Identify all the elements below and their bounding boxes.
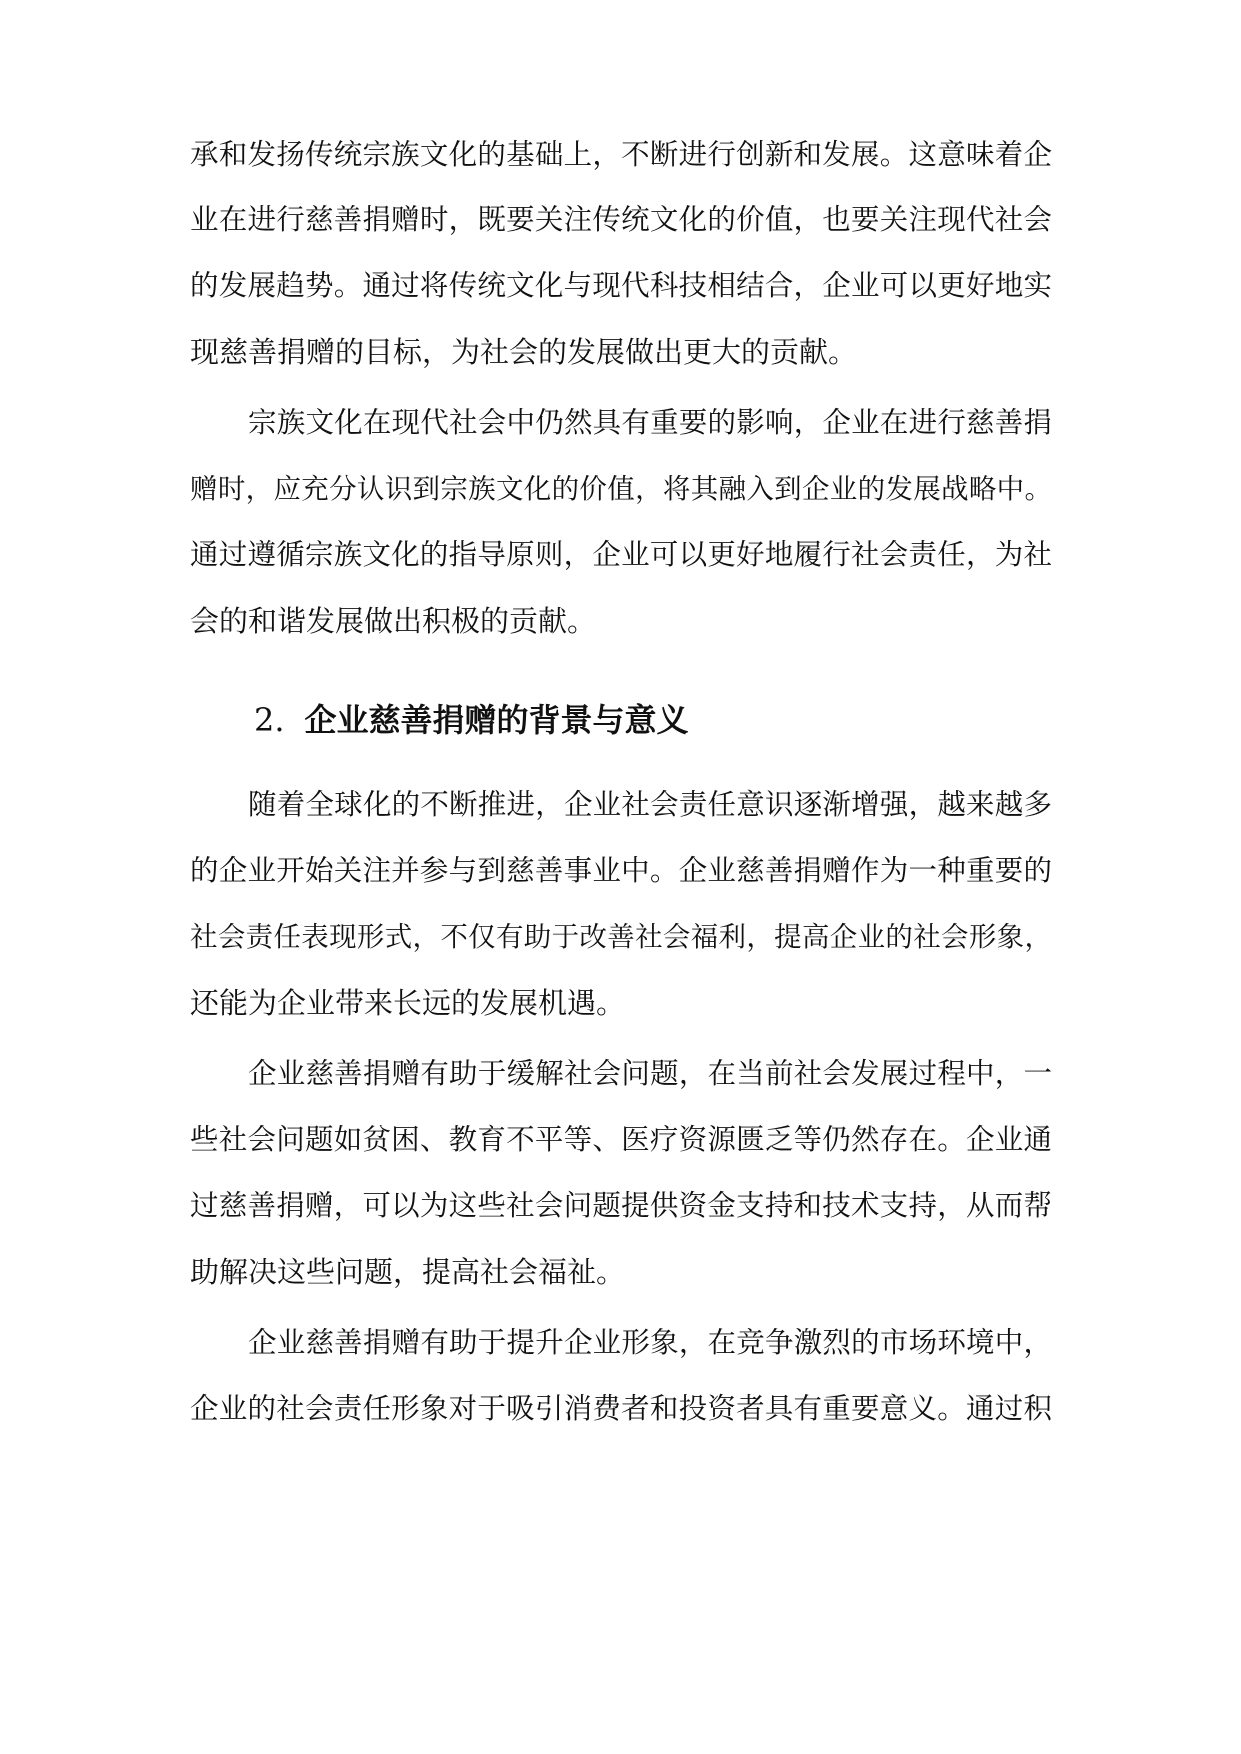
paragraph-2-line-3: 通过遵循宗族文化的指导原则，企业可以更好地履行社会责任，为社 [190, 538, 1052, 571]
paragraph-4-line-1: 企业慈善捐赠有助于缓解社会问题，在当前社会发展过程中，一 [248, 1057, 1052, 1090]
paragraph-4-line-2: 些社会问题如贫困、教育不平等、医疗资源匮乏等仍然存在。企业通 [190, 1123, 1052, 1156]
paragraph-1-line-1: 承和发扬传统宗族文化的基础上，不断进行创新和发展。这意味着企 [190, 138, 1052, 171]
paragraph-4-line-3: 过慈善捐赠，可以为这些社会问题提供资金支持和技术支持，从而帮 [190, 1189, 1052, 1222]
section-heading-title: 企业慈善捐赠的背景与意义 [304, 701, 689, 739]
paragraph-2-line-2: 赠时，应充分认识到宗族文化的价值，将其融入到企业的发展战略中。 [190, 473, 1052, 505]
section-heading [254, 698, 689, 742]
paragraph-2-line-1: 宗族文化在现代社会中仍然具有重要的影响，企业在进行慈善捐 [248, 406, 1052, 439]
paragraph-3-line-2: 的企业开始关注并参与到慈善事业中。企业慈善捐赠作为一种重要的 [190, 854, 1052, 887]
paragraph-3-line-4: 还能为企业带来长远的发展机遇。 [190, 986, 626, 1020]
paragraph-3-line-3: 社会责任表现形式，不仅有助于改善社会福利，提高企业的社会形象， [190, 921, 1052, 953]
paragraph-1-line-2: 业在进行慈善捐赠时，既要关注传统文化的价值，也要关注现代社会 [190, 203, 1052, 236]
paragraph-4-line-4: 助解决这些问题，提高社会福祉。 [190, 1255, 626, 1289]
paragraph-5-line-1: 企业慈善捐赠有助于提升企业形象，在竞争激烈的市场环境中， [248, 1326, 1052, 1359]
section-heading-number: 2. [254, 701, 285, 739]
paragraph-5-line-2: 企业的社会责任形象对于吸引消费者和投资者具有重要意义。通过积 [190, 1392, 1052, 1425]
paragraph-2-line-4: 会的和谐发展做出积极的贡献。 [190, 604, 597, 638]
paragraph-1-line-4: 现慈善捐赠的目标，为社会的发展做出更大的贡献。 [190, 335, 858, 369]
paragraph-3-line-1: 随着全球化的不断推进，企业社会责任意识逐渐增强，越来越多 [248, 788, 1052, 821]
paragraph-1-line-3: 的发展趋势。通过将传统文化与现代科技相结合，企业可以更好地实 [190, 269, 1052, 302]
